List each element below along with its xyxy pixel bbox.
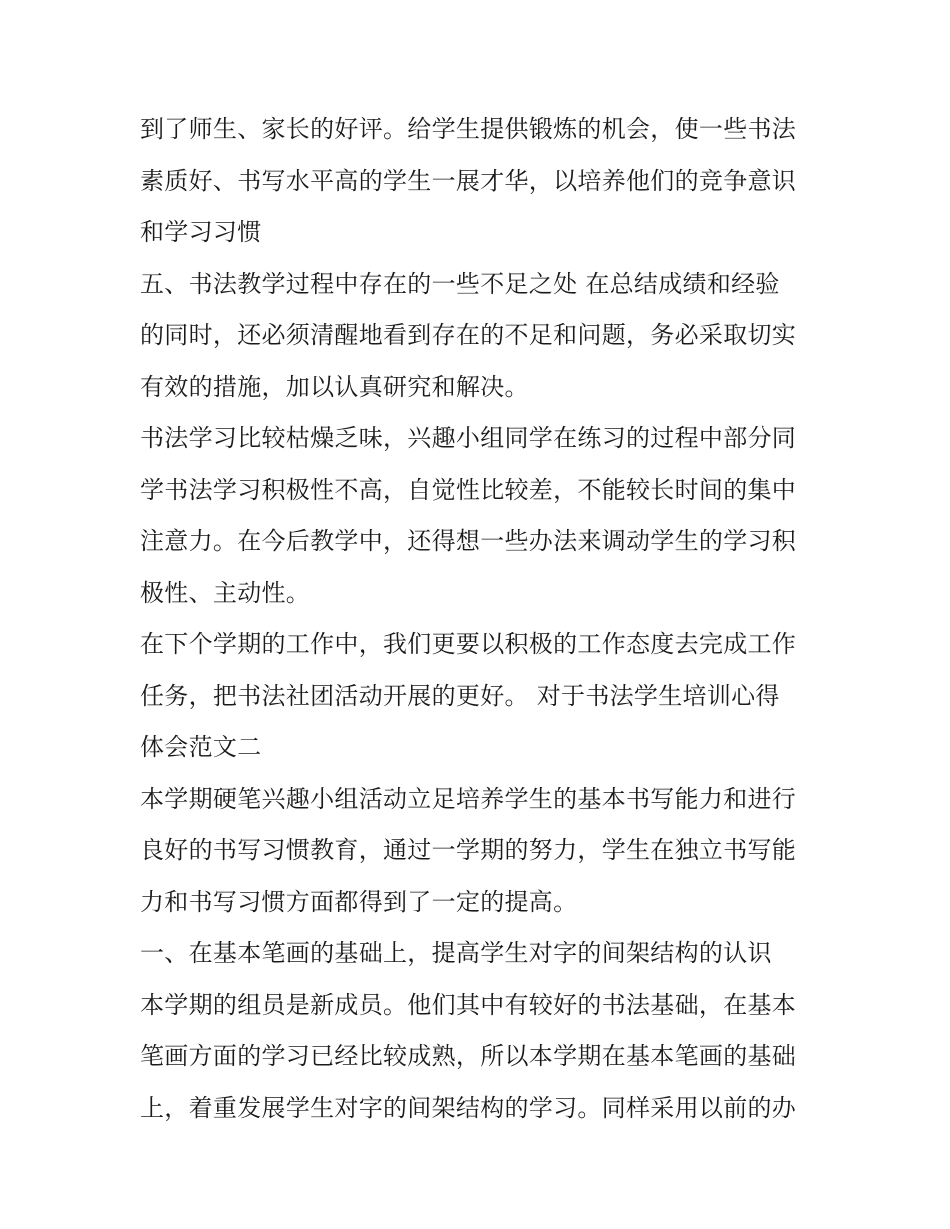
text-line: 笔画方面的学习已经比较成熟，所以本学期在基本笔画的基础: [140, 1042, 797, 1070]
section-heading-line: 一、在基本笔画的基础上，提高学生对字的间架结构的认识: [140, 939, 772, 967]
text-line: 素质好、书写水平高的学生一展才华，以培养他们的竞争意识: [140, 166, 797, 195]
text-line: 书法学习比较枯燥乏味，兴趣小组同学在练习的过程中部分同: [140, 424, 797, 452]
text-line: 本学期的组员是新成员。他们其中有较好的书法基础，在基本: [140, 990, 797, 1019]
document-body: [140, 104, 816, 1134]
section-heading-line: 五、书法教学过程中存在的一些不足之处 在总结成绩和经验: [140, 269, 780, 298]
text-line: 在下个学期的工作中，我们更要以积极的工作态度去完成工作: [140, 630, 797, 658]
text-line: 上，着重发展学生对字的间架结构的学习。同样采用以前的办: [140, 1093, 797, 1122]
text-line: 学书法学习积极性不高，自觉性比较差，不能较长时间的集中: [140, 475, 797, 504]
text-line: 极性、主动性。: [140, 578, 311, 607]
text-line: 本学期硬笔兴趣小组活动立足培养学生的基本书写能力和进行: [140, 784, 797, 813]
text-line: 任务，把书法社团活动开展的更好。 对于书法学生培训心得: [140, 681, 780, 710]
text-line: 注意力。在今后教学中，还得想一些办法来调动学生的学习积: [140, 527, 797, 555]
text-line: 力和书写习惯方面都得到了一定的提高。: [140, 887, 578, 916]
text-line: 到了师生、家长的好评。给学生提供锻炼的机会，使一些书法: [140, 115, 797, 143]
text-line: 良好的书写习惯教育，通过一学期的努力，学生在独立书写能: [140, 836, 797, 864]
text-line: 和学习习惯: [140, 218, 262, 246]
text-line: 体会范文二: [140, 733, 262, 761]
text-line: 的同时，还必须清醒地看到存在的不足和问题，务必采取切实: [140, 321, 797, 349]
text-line: 有效的措施，加以认真研究和解决。: [140, 372, 529, 401]
